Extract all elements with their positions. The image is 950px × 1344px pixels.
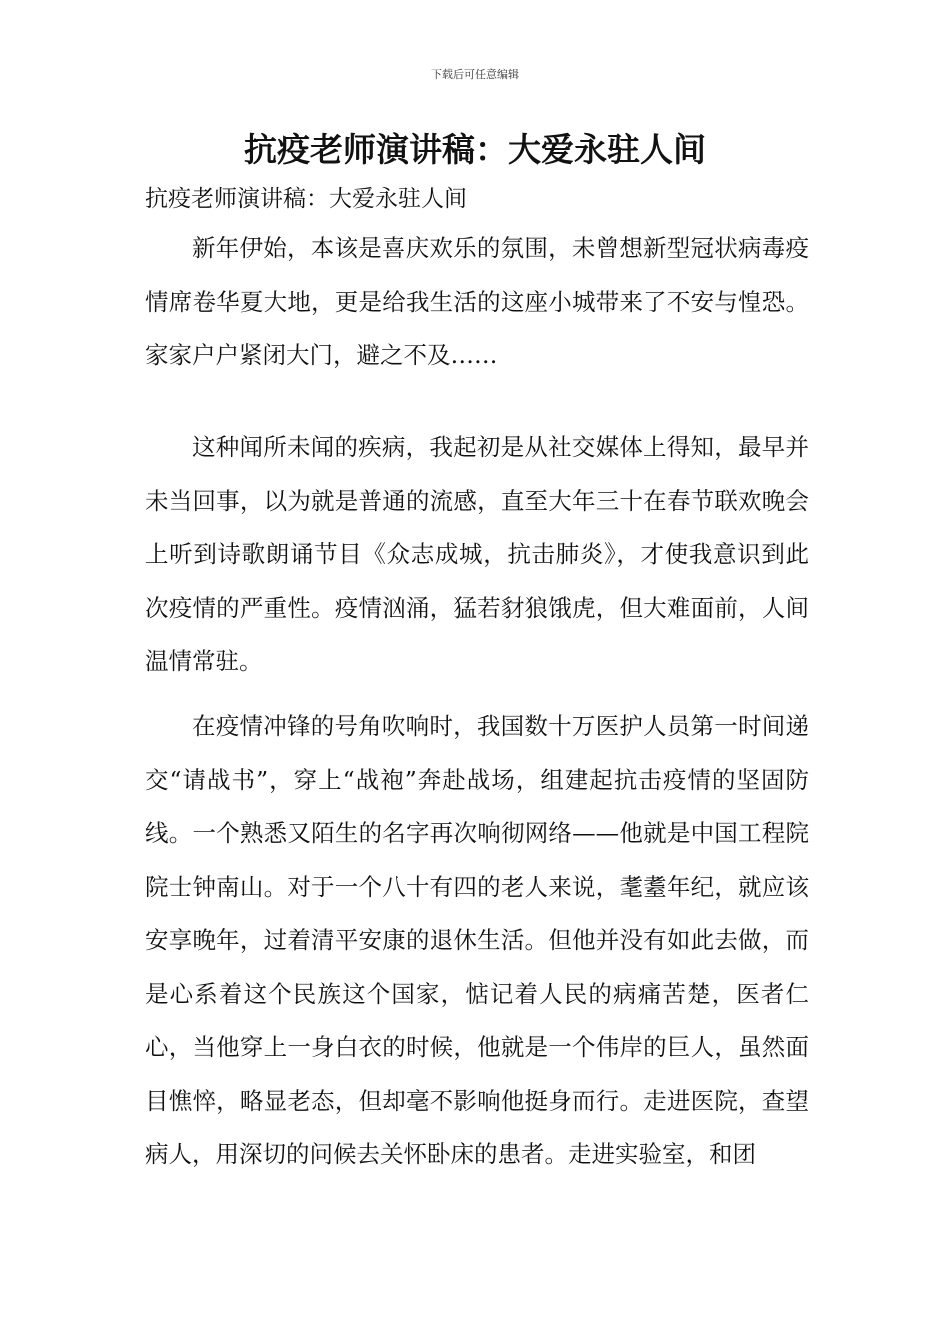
paragraph-1: 新年伊始，本该是喜庆欢乐的氛围，未曾想新型冠状病毒疫情席卷华夏大地，更是给我生活的这座小城带来了不安与惶恐。家家户户紧闭大门，避之不及……: [145, 234, 809, 369]
document-title: 抗疫老师演讲稿：大爱永驻人间: [244, 130, 706, 169]
document-subtitle: 抗疫老师演讲稿：大爱永驻人间: [145, 186, 467, 212]
header-note: 下载后可任意编辑: [431, 68, 519, 81]
paragraph-2: 这种闻所未闻的疾病，我起初是从社交媒体上得知，最早并未当回事，以为就是普通的流感，直至大年三十在春节联欢晚会上听到诗歌朗诵节目《众志成城，抗击肺炎》，才使我意识到此次疫情的严重性。疫情汹涌，猛若豺狼饿虎，但大难面前，人间温情常驻。: [145, 433, 809, 675]
paragraph-3: 在疫情冲锋的号角吹响时，我国数十万医护人员第一时间递交“请战书”，穿上“战袍”奔赴战场，组建起抗击疫情的坚固防线。一个熟悉又陌生的名字再次响彻网络——他就是中国工程院院士钟南山。对于一个八十有四的老人来说，耄耋年纪，就应该安享晚年，过着清平安康的退休生活。但他并没有如此去做，而是心系着这个民族这个国家，惦记着人民的病痛苦楚，医者仁心，当他穿上一身白衣的时候，他就是一个伟岸的巨人，虽然面目憔悴，略显老态，但却毫不影响他挺身而行。走进医院，查望病人，用深切的问候去关怀卧床的患者。走进实验室，和团: [145, 712, 809, 1168]
